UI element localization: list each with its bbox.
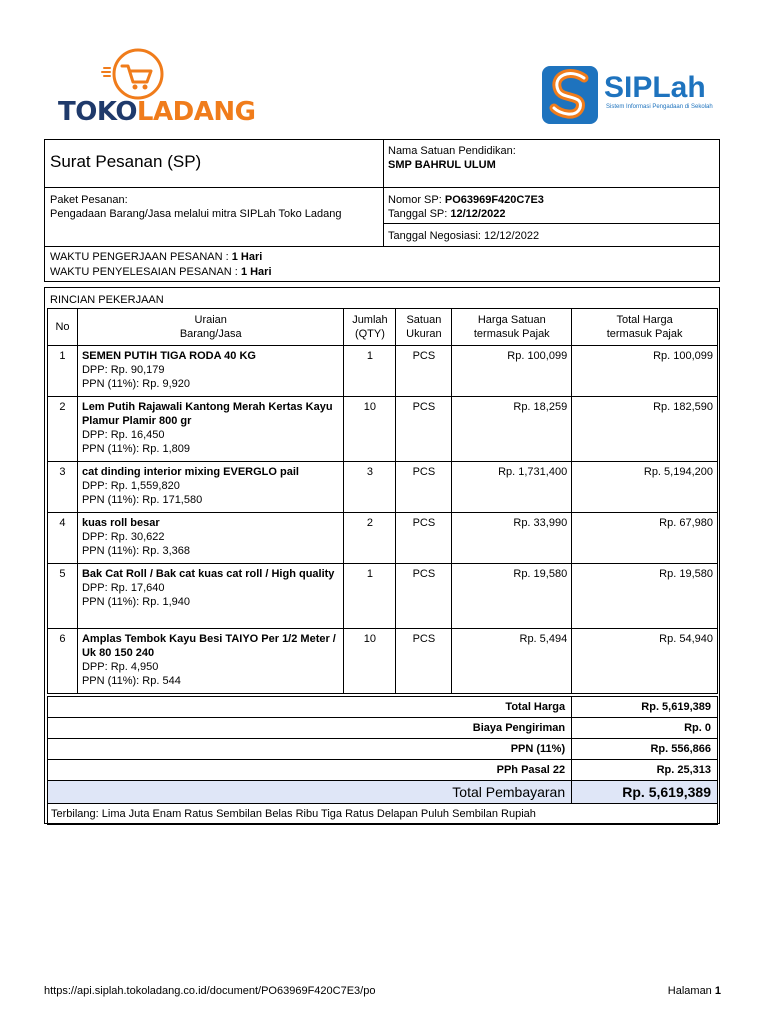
item-qty: 10 — [344, 629, 396, 694]
item-desc — [77, 346, 343, 397]
pengerjaan-value: 1 Hari — [231, 251, 263, 263]
col-total-line1: Total Harga — [616, 314, 673, 326]
item-dpp: DPP: Rp. 17,640 — [81, 582, 165, 594]
siplah-logo — [540, 56, 730, 128]
total-bayar-value: Rp. 5,619,389 — [572, 781, 718, 804]
item-name: Lem Putih Rajawali Kantong Merah Kertas Kayu Plamur Plamir 800 gr — [81, 401, 333, 427]
total-bayar-label: Total Pembayaran — [48, 781, 572, 804]
item-unit: PCS — [396, 629, 452, 694]
paket-label: Paket Pesanan: — [50, 194, 128, 206]
items-table — [47, 308, 718, 694]
pph-label: PPh Pasal 22 — [48, 760, 572, 781]
summary-row-terbilang — [48, 804, 718, 825]
item-unit: PCS — [396, 513, 452, 564]
penyelesaian-value: 1 Hari — [240, 266, 272, 278]
school-name: SMP BAHRUL ULUM — [388, 159, 496, 171]
table-header-row — [48, 309, 718, 346]
item-dpp: DPP: Rp. 30,622 — [81, 531, 165, 543]
item-price: Rp. 5,494 — [452, 629, 572, 694]
pengerjaan-label: WAKTU PENGERJAAN PESANAN : — [50, 251, 229, 263]
item-ppn: PPN (11%): Rp. 544 — [81, 675, 181, 687]
col-uraian-line1: Uraian — [194, 314, 227, 326]
col-uraian — [77, 309, 343, 346]
item-name: kuas roll besar — [81, 517, 160, 529]
table-row — [48, 462, 718, 513]
summary-row-ppn — [48, 739, 718, 760]
col-jumlah-line1: Jumlah — [352, 314, 388, 326]
col-jumlah — [344, 309, 396, 346]
item-name: Bak Cat Roll / Bak cat kuas cat roll / High quality — [81, 568, 335, 580]
table-row — [48, 397, 718, 462]
tanggal-label: Tanggal SP: — [388, 208, 448, 220]
document-title: Surat Pesanan (SP) — [50, 152, 202, 171]
table-row — [48, 564, 718, 629]
col-uraian-line2: Barang/Jasa — [179, 328, 242, 340]
item-total: Rp. 54,940 — [572, 629, 718, 694]
item-desc — [77, 629, 343, 694]
item-unit: PCS — [396, 564, 452, 629]
item-no: 6 — [48, 629, 78, 694]
col-harga-line2: termasuk Pajak — [473, 328, 550, 340]
item-qty: 3 — [344, 462, 396, 513]
footer-url: https://api.siplah.tokoladang.co.id/document/PO63969F420C7E3/po — [44, 985, 376, 997]
summary-row-total-bayar — [48, 781, 718, 804]
pph-value: Rp. 25,313 — [572, 760, 718, 781]
ppn-value: Rp. 556,866 — [572, 739, 718, 760]
item-unit: PCS — [396, 346, 452, 397]
tokoladang-wordmark — [58, 98, 255, 126]
summary-table — [47, 696, 718, 825]
table-row — [48, 346, 718, 397]
item-no: 5 — [48, 564, 78, 629]
item-total: Rp. 5,194,200 — [572, 462, 718, 513]
col-harga-line1: Harga Satuan — [477, 314, 546, 326]
tanggal-value: 12/12/2022 — [450, 208, 506, 220]
page-label: Halaman — [667, 985, 712, 997]
wordmark-ladang: LADANG — [136, 97, 256, 127]
school-label: Nama Satuan Pendidikan: — [388, 145, 516, 157]
item-no: 3 — [48, 462, 78, 513]
item-no: 4 — [48, 513, 78, 564]
siplah-emblem-icon — [540, 56, 600, 128]
siplah-tagline: Sistem Informasi Pengadaan di Sekolah — [606, 104, 713, 110]
table-row — [48, 513, 718, 564]
col-total — [572, 309, 718, 346]
col-harga — [452, 309, 572, 346]
col-no-label: No — [55, 321, 70, 333]
col-satuan — [396, 309, 452, 346]
item-price: Rp. 19,580 — [452, 564, 572, 629]
item-dpp: DPP: Rp. 90,179 — [81, 364, 165, 376]
nomor-label: Nomor SP: — [388, 194, 442, 206]
paket-value: Pengadaan Barang/Jasa melalui mitra SIPLah Toko Ladang — [50, 208, 342, 220]
item-no: 2 — [48, 397, 78, 462]
item-desc — [77, 564, 343, 629]
page-number: 1 — [714, 985, 721, 997]
item-desc — [77, 462, 343, 513]
item-name: SEMEN PUTIH TIGA RODA 40 KG — [81, 350, 256, 362]
item-desc — [77, 397, 343, 462]
item-ppn: PPN (11%): Rp. 1,940 — [81, 596, 190, 608]
penyelesaian-label: WAKTU PENYELESAIAN PESANAN : — [50, 266, 238, 278]
item-total: Rp. 19,580 — [572, 564, 718, 629]
col-jumlah-line2: (QTY) — [354, 328, 385, 340]
col-no — [48, 309, 78, 346]
item-desc — [77, 513, 343, 564]
nomor-value: PO63969F420C7E3 — [444, 194, 544, 206]
item-dpp: DPP: Rp. 1,559,820 — [81, 480, 180, 492]
tokoladang-logo — [48, 48, 256, 128]
item-ppn: PPN (11%): Rp. 171,580 — [81, 494, 203, 506]
ppn-label: PPN (11%) — [48, 739, 572, 760]
summary-row-biaya — [48, 718, 718, 739]
total-harga-label: Total Harga — [48, 697, 572, 718]
waktu-penyelesaian — [46, 263, 276, 281]
item-price: Rp. 18,259 — [452, 397, 572, 462]
item-price: Rp. 100,099 — [452, 346, 572, 397]
item-price: Rp. 1,731,400 — [452, 462, 572, 513]
item-price: Rp. 33,990 — [452, 513, 572, 564]
biaya-label: Biaya Pengiriman — [48, 718, 572, 739]
table-row — [48, 629, 718, 694]
item-total: Rp. 100,099 — [572, 346, 718, 397]
item-total: Rp. 182,590 — [572, 397, 718, 462]
siplah-wordmark: SIPLah — [604, 71, 706, 104]
item-ppn: PPN (11%): Rp. 1,809 — [81, 443, 190, 455]
tanggal-sp — [384, 205, 509, 223]
item-ppn: PPN (11%): Rp. 3,368 — [81, 545, 190, 557]
item-qty: 10 — [344, 397, 396, 462]
item-dpp: DPP: Rp. 16,450 — [81, 429, 165, 441]
terbilang-text: Terbilang: Lima Juta Enam Ratus Sembilan Belas Ribu Tiga Ratus Delapan Puluh Sembilan Rupiah — [48, 804, 718, 825]
rincian-label: RINCIAN PEKERJAAN — [50, 294, 164, 306]
col-satuan-line1: Satuan — [406, 314, 442, 326]
item-name: cat dinding interior mixing EVERGLO pail — [81, 466, 299, 478]
wordmark-toko: TOKO — [58, 97, 137, 127]
item-qty: 1 — [344, 346, 396, 397]
item-unit: PCS — [396, 462, 452, 513]
item-dpp: DPP: Rp. 4,950 — [81, 661, 159, 673]
item-qty: 2 — [344, 513, 396, 564]
biaya-value: Rp. 0 — [572, 718, 718, 739]
total-harga-value: Rp. 5,619,389 — [572, 697, 718, 718]
item-ppn: PPN (11%): Rp. 9,920 — [81, 378, 190, 390]
col-total-line2: termasuk Pajak — [606, 328, 683, 340]
summary-row-pph — [48, 760, 718, 781]
item-qty: 1 — [344, 564, 396, 629]
tanggal-negosiasi: Tanggal Negosiasi: 12/12/2022 — [388, 230, 540, 242]
footer-page — [668, 985, 721, 997]
item-total: Rp. 67,980 — [572, 513, 718, 564]
item-unit: PCS — [396, 397, 452, 462]
item-no: 1 — [48, 346, 78, 397]
col-satuan-line2: Ukuran — [406, 328, 442, 340]
summary-row-total-harga — [48, 697, 718, 718]
item-name: Amplas Tembok Kayu Besi TAIYO Per 1/2 Meter / Uk 80 150 240 — [81, 633, 336, 659]
